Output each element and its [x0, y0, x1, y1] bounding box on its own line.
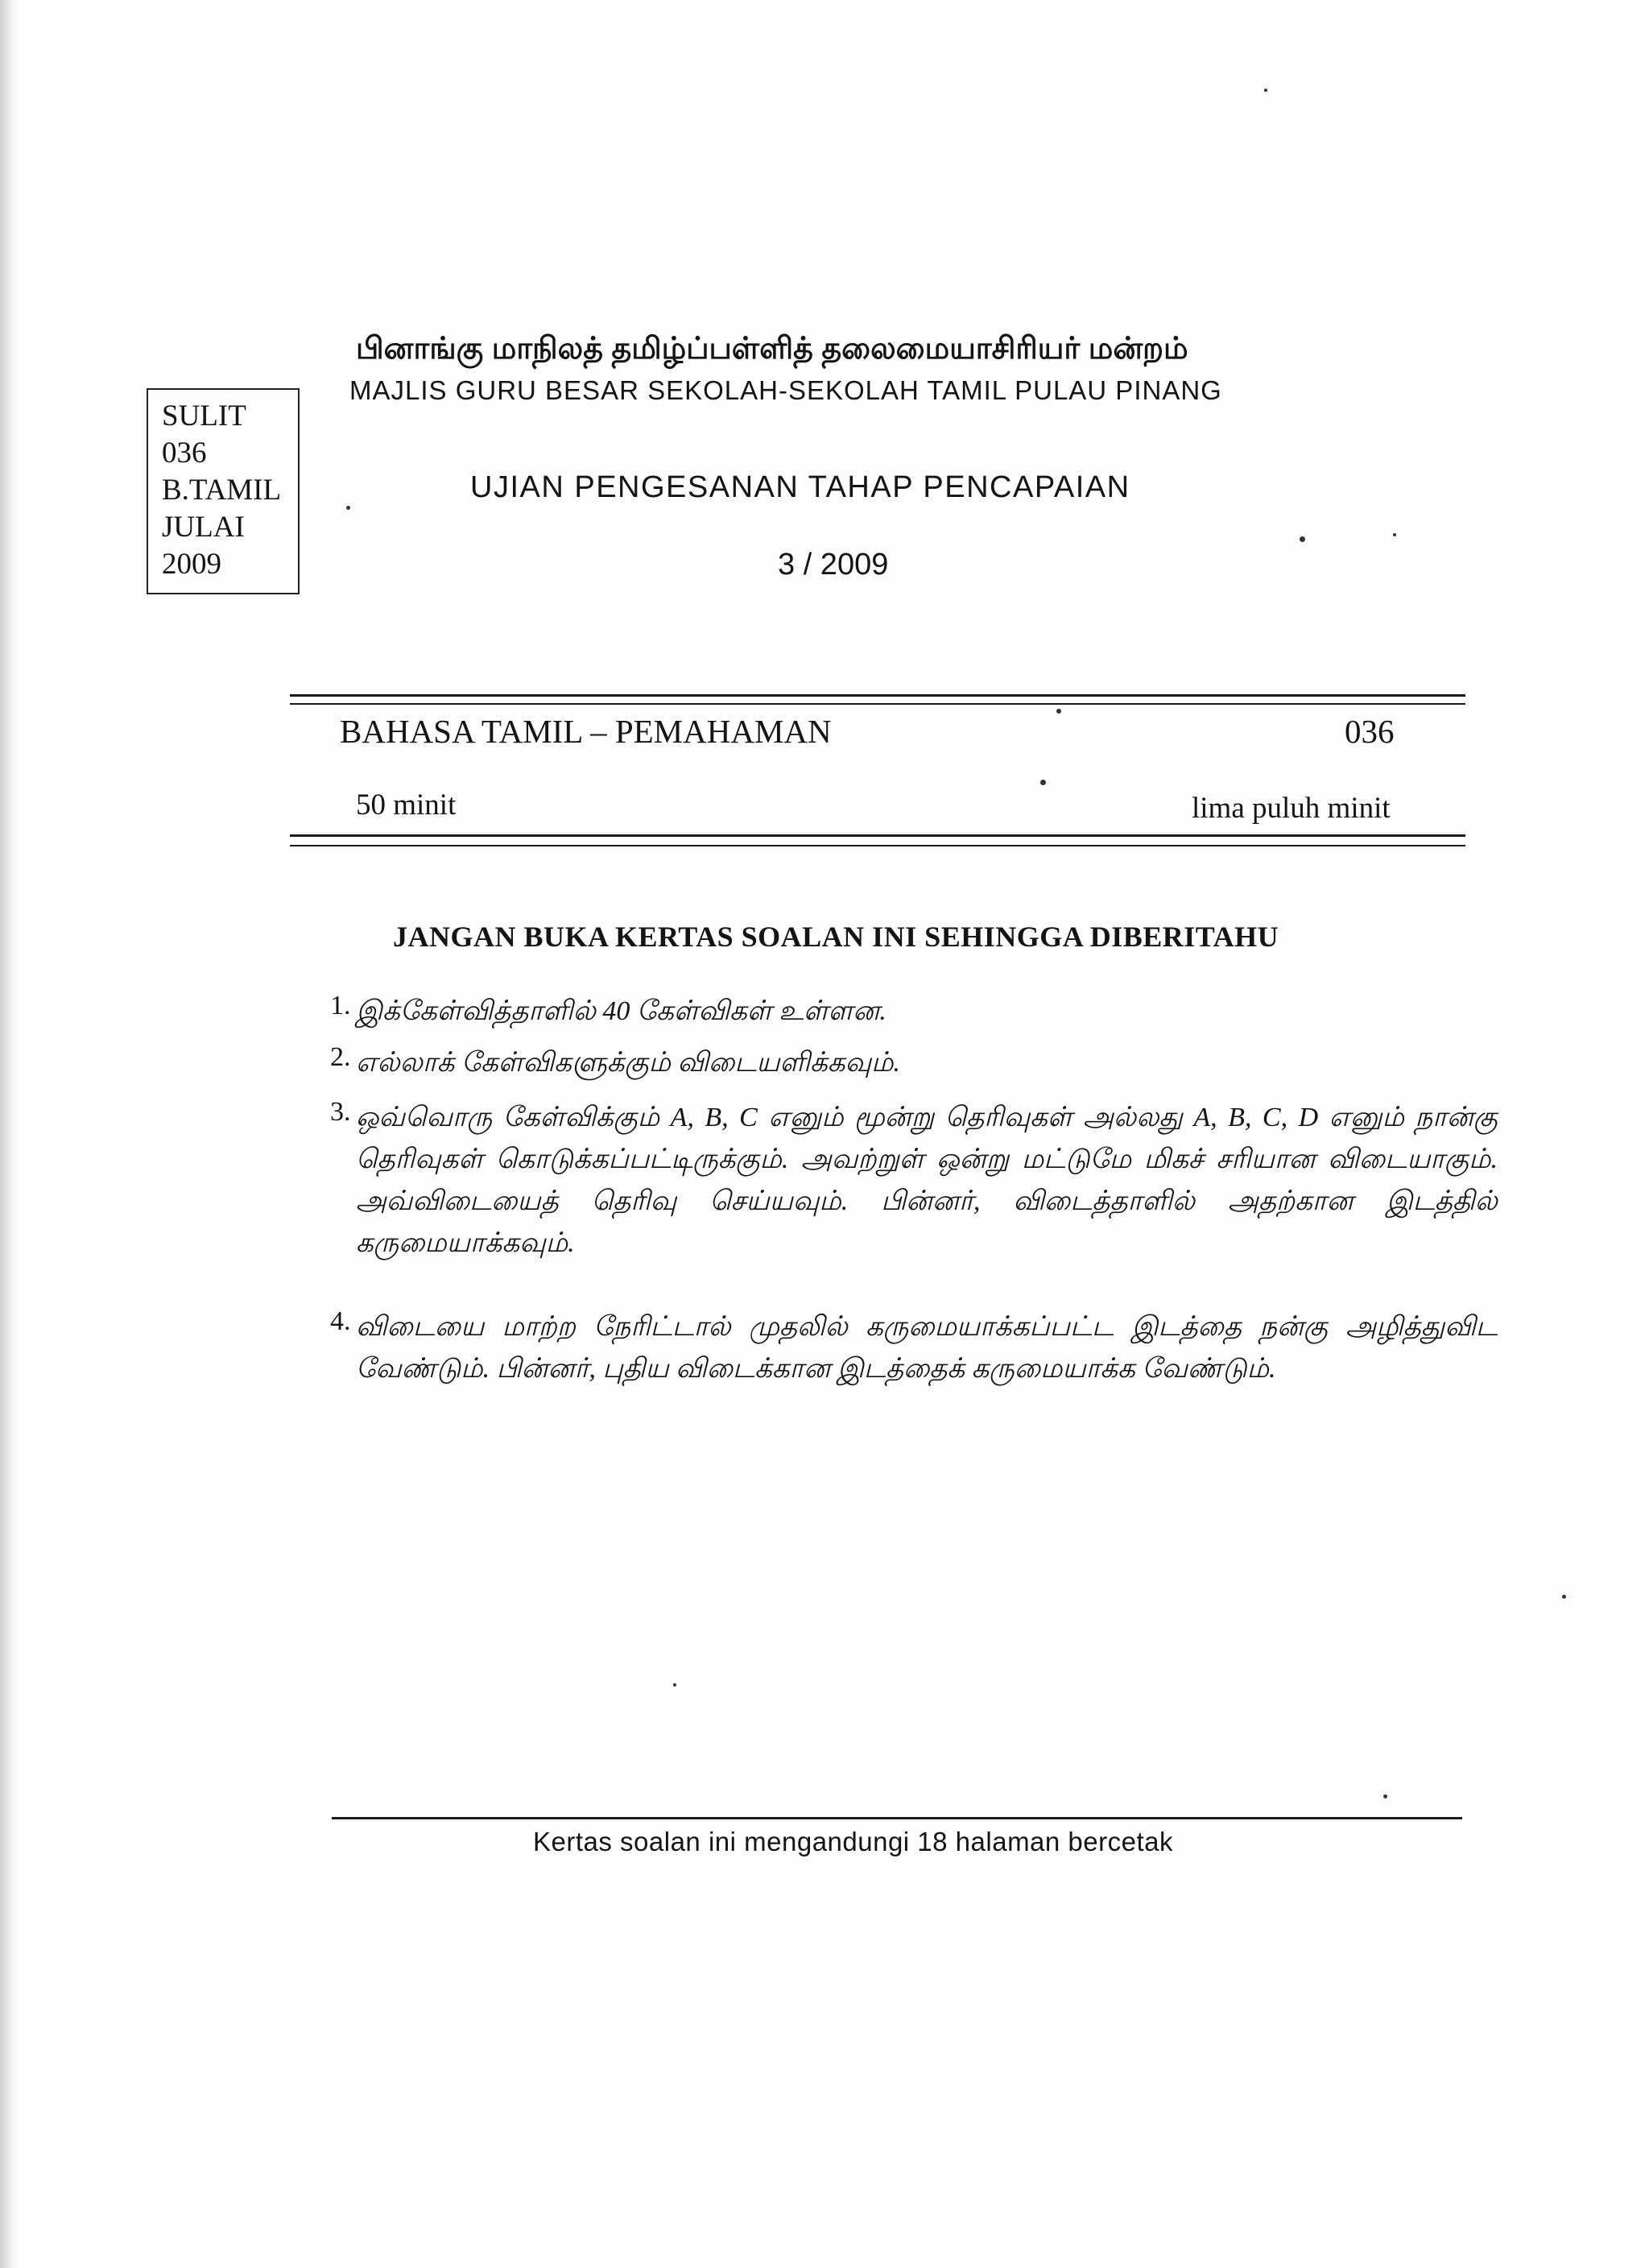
- scan-speck: [1300, 536, 1305, 542]
- instruction-text: இக்கேள்வித்தாளில் 40 கேள்விகள் உள்ளன.: [356, 996, 886, 1026]
- instruction-text: எல்லாக் கேள்விகளுக்கும் விடையளிக்கவும்.: [356, 1048, 901, 1078]
- sulit-label: SULIT: [162, 399, 246, 432]
- scan-speck: [1562, 1595, 1566, 1599]
- header-rule-top: [290, 694, 1465, 697]
- instruction-number: 4.: [330, 1306, 351, 1336]
- warning-notice: JANGAN BUKA KERTAS SOALAN INI SEHINGGA DIBERITAHU: [393, 921, 1279, 953]
- page-count-footer: Kertas soalan ini mengandungi 18 halaman bercetak: [533, 1827, 1174, 1856]
- council-title: MAJLIS GURU BESAR SEKOLAH-SEKOLAH TAMIL PULAU PINANG: [349, 375, 1222, 405]
- subject-code: 036: [1345, 713, 1395, 750]
- footer-rule: [332, 1817, 1462, 1819]
- instruction-number: 2.: [330, 1042, 351, 1072]
- paper-code: 036: [162, 437, 207, 470]
- scan-speck: [673, 1683, 676, 1687]
- instruction-number: 1.: [330, 991, 351, 1020]
- scan-speck: [1393, 533, 1396, 536]
- header-rule-top-thin: [290, 703, 1465, 705]
- instruction-text: விடையை மாற்ற நேரிட்டால் முதலில் கருமையாக்கப்பட்ட இடத்தை நன்கு அழித்துவிட வேண்டும். பின்னர், புதிய விடைக்கான இடத்தைக் கருமையாக்க வேண்டும்.: [356, 1312, 1498, 1384]
- instruction-text: ஒவ்வொரு கேள்விக்கும் A, B, C எனும் மூன்று தெரிவுகள் அல்லது A, B, C, D எனும் நான்கு தெரிவுகள் கொடுக்கப்பட்டிருக்கும். அவற்றுள் ஒன்று மட்டுமே மிகச் சரியான விடையாகும். அவ்விடையைத் தெரிவு செய்யவும். பின்னர், விடைத்தாளில் அதற்கான இடத்தில் கருமையாக்கவும்.: [356, 1103, 1498, 1258]
- scan-speck: [1056, 709, 1061, 714]
- paper-month: JULAI: [162, 511, 245, 544]
- duration: 50 minit: [356, 788, 457, 822]
- sulit-box: [147, 388, 300, 594]
- header-rule-bottom: [290, 834, 1465, 837]
- paper-year: 2009: [162, 548, 221, 581]
- scan-speck: [1040, 780, 1046, 785]
- scan-speck: [346, 506, 350, 510]
- scan-speck: [1264, 89, 1267, 92]
- header-rule-bottom-thin: [290, 845, 1465, 846]
- scan-speck: [1383, 1794, 1387, 1798]
- exam-title: UJIAN PENGESANAN TAHAP PENCAPAIAN: [470, 470, 1130, 504]
- duration-words: lima puluh minit: [1192, 792, 1391, 825]
- instruction-number: 3.: [330, 1097, 351, 1127]
- exam-number: 3 / 2009: [778, 548, 889, 581]
- subject-title: BAHASA TAMIL – PEMAHAMAN: [340, 713, 832, 750]
- tamil-council-title: பினாங்கு மாநிலத் தமிழ்ப்பள்ளித் தலைமையாசிரியர் மன்றம்: [356, 332, 1188, 366]
- scan-edge-shadow: [0, 0, 18, 2268]
- paper-subject: B.TAMIL: [162, 474, 282, 507]
